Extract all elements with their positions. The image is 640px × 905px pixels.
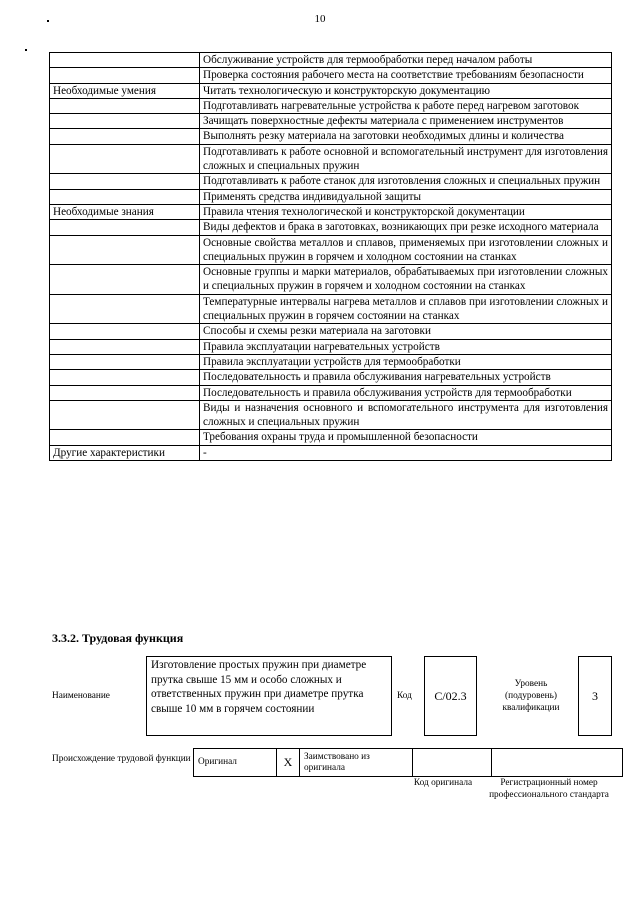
origin-table: [193, 748, 623, 777]
borrowed-cell: [300, 749, 413, 777]
row-category: [50, 294, 200, 324]
row-item: Правила эксплуатации нагревательных устройств: [200, 339, 612, 354]
row-category: [50, 220, 200, 235]
name-label: Наименование: [52, 691, 110, 701]
function-code-value: C/02.3: [424, 656, 477, 736]
row-item: Зачищать поверхностные дефекты материала с применением инструментов: [200, 114, 612, 129]
original-code-cell: [413, 749, 492, 777]
row-item: Последовательность и правила обслуживания нагревательных устройств: [200, 370, 612, 385]
code-label: Код: [397, 691, 412, 701]
table-row: [50, 53, 612, 68]
row-category: [50, 370, 200, 385]
original-mark: X: [277, 749, 300, 777]
table-row: [50, 174, 612, 189]
row-category: [50, 265, 200, 295]
table-row: [50, 144, 612, 174]
row-item: Требования охраны труда и промышленной безопасности: [200, 430, 612, 445]
table-row: [50, 324, 612, 339]
row-item: Читать технологическую и конструкторскую документацию: [200, 83, 612, 98]
level-label: Уровень (подуровень) квалификации: [502, 679, 560, 713]
row-item: Подготавливать нагревательные устройства к работе перед нагревом заготовок: [200, 98, 612, 113]
row-category: [50, 430, 200, 445]
table-row: [50, 189, 612, 204]
row-item: Проверка состояния рабочего места на соответствие требованиям безопасности: [200, 68, 612, 83]
row-item: -: [200, 445, 612, 460]
row-item: Температурные интервалы нагрева металлов и сплавов при изготовлении сложных и специальных пружин в горячем состоянии на станках: [200, 294, 612, 324]
original-cell: [194, 749, 277, 777]
row-category: [50, 174, 200, 189]
table-row: [50, 83, 612, 98]
row-category: [50, 354, 200, 369]
original-code-caption: Код оригинала: [413, 778, 473, 788]
row-item: Подготавливать к работе станок для изготовления сложных и специальных пружин: [200, 174, 612, 189]
page-number: 10: [314, 13, 326, 25]
registration-number-caption: Регистрационный номер профессионального стандарта: [489, 778, 609, 800]
row-item: Способы и схемы резки материала на заготовки: [200, 324, 612, 339]
level-value: 3: [578, 656, 612, 736]
table-row: [50, 339, 612, 354]
row-category: [50, 129, 200, 144]
table-row: [50, 445, 612, 460]
scan-speck: [25, 49, 27, 51]
row-category: Другие характеристики: [50, 445, 200, 460]
function-name-value: Изготовление простых пружин при диаметре прутка свыше 15 мм и особо сложных и ответственных пружин при диаметре прутка свыше 10 мм в горячем состоянии: [146, 656, 392, 736]
row-category: [50, 339, 200, 354]
row-category: Необходимые знания: [50, 204, 200, 219]
row-item: Правила чтения технологической и конструкторской документации: [200, 204, 612, 219]
row-item: Правила эксплуатации устройств для термообработки: [200, 354, 612, 369]
scan-speck: [47, 20, 49, 22]
table-row: [50, 220, 612, 235]
row-item: Подготавливать к работе основной и вспомогательный инструмент для изготовления сложных и специальных пружин: [200, 144, 612, 174]
row-category: [50, 53, 200, 68]
row-category: [50, 400, 200, 430]
table-row: [50, 354, 612, 369]
row-category: [50, 189, 200, 204]
table-row: [50, 98, 612, 113]
table-row: [50, 114, 612, 129]
borrowed-label: Заимствовано из оригинала: [304, 751, 370, 773]
row-item: Обслуживание устройств для термообработки перед началом работы: [200, 53, 612, 68]
table-row: [50, 204, 612, 219]
original-label: Оригинал: [198, 757, 237, 767]
table-row: [50, 68, 612, 83]
table-row: [50, 294, 612, 324]
row-item: Основные группы и марки материалов, обрабатываемых при изготовлении сложных и специальных пружин в горячем и холодном состоянии на станках: [200, 265, 612, 295]
row-item: Последовательность и правила обслуживания устройств для термообработки: [200, 385, 612, 400]
row-category: [50, 98, 200, 113]
table-row: [50, 370, 612, 385]
row-item: Применять средства индивидуальной защиты: [200, 189, 612, 204]
row-item: Виды и назначения основного и вспомогательного инструмента для изготовления сложных и специальных пружин: [200, 400, 612, 430]
table-row: [50, 400, 612, 430]
row-category: [50, 385, 200, 400]
row-category: [50, 114, 200, 129]
origin-label: Происхождение трудовой функции: [52, 754, 191, 764]
row-category: [50, 144, 200, 174]
row-category: Необходимые умения: [50, 83, 200, 98]
table-row: [50, 430, 612, 445]
registration-number-cell: [492, 749, 623, 777]
row-category: [50, 324, 200, 339]
table-row: [50, 235, 612, 265]
requirements-table: [49, 52, 612, 461]
row-category: [50, 68, 200, 83]
table-row: [50, 129, 612, 144]
row-item: Выполнять резку материала на заготовки необходимых длины и количества: [200, 129, 612, 144]
row-category: [50, 235, 200, 265]
section-heading: 3.3.2. Трудовая функция: [52, 631, 184, 645]
table-row: [50, 385, 612, 400]
table-row: [50, 265, 612, 295]
row-item: Основные свойства металлов и сплавов, применяемых при изготовлении сложных и специальных пружин в горячем и холодном состоянии на станках: [200, 235, 612, 265]
row-item: Виды дефектов и брака в заготовках, возникающих при резке исходного материала: [200, 220, 612, 235]
